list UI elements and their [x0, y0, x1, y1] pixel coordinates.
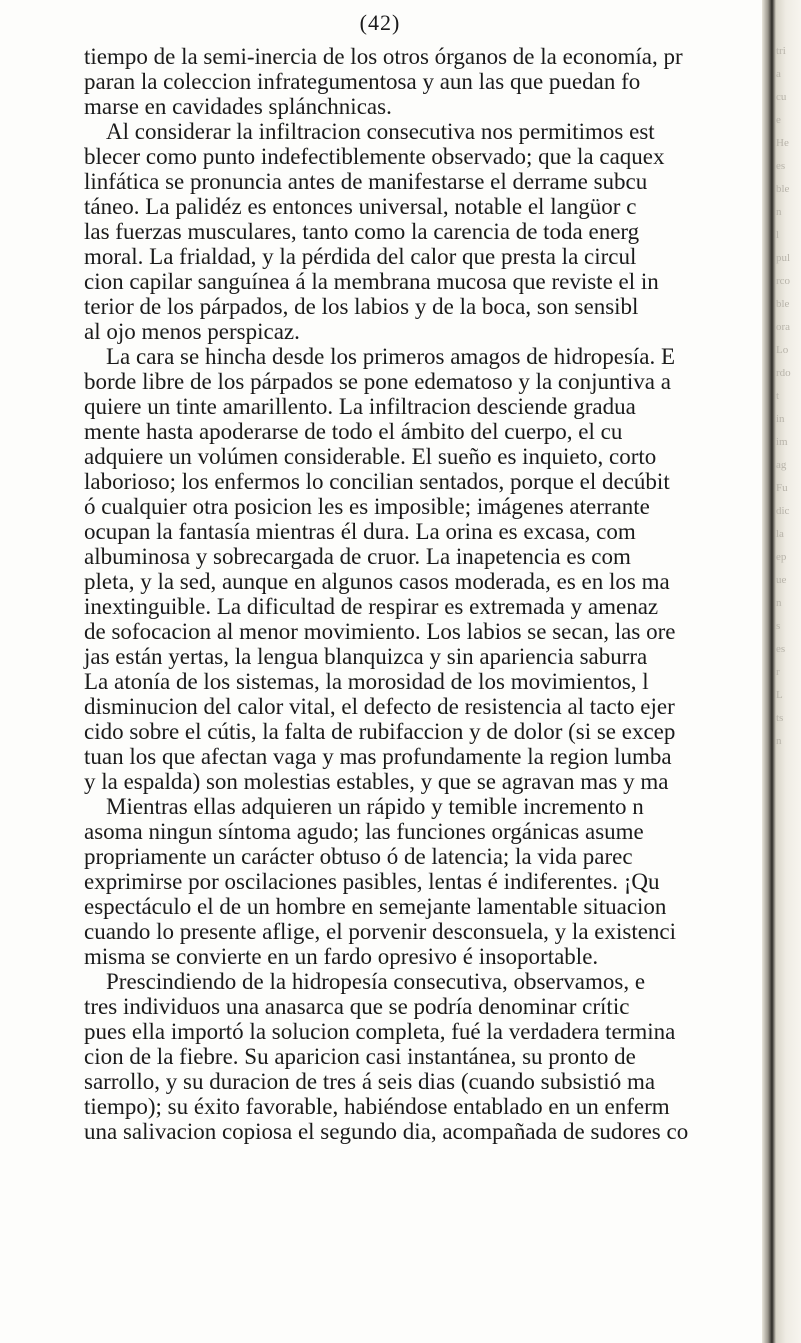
bleed-fragment: es [776, 643, 786, 655]
text-line: tiempo); su éxito favorable, habiéndose entablado en un enferm [84, 1094, 670, 1119]
bleed-fragment: es [776, 160, 786, 172]
bleed-fragment: ora [776, 321, 791, 333]
bleed-fragment: dic [776, 505, 790, 517]
text-line: de sofocacion al menor movimiento. Los labios se secan, las ore [84, 619, 676, 644]
text-line: pues ella importó la solucion completa, fué la verdadera termina [84, 1019, 676, 1044]
text-line: tuan los que afectan vaga y mas profundamente la region lumba [84, 744, 672, 769]
text-line: al ojo menos perspicaz. [84, 319, 300, 344]
bleed-fragment: l [776, 229, 780, 241]
text-line: las fuerzas musculares, tanto como la carencia de toda energ [84, 219, 640, 244]
text-line: Prescindiendo de la hidropesía consecutiva, observamos, e [106, 969, 646, 994]
text-line: mente hasta apoderarse de todo el ámbito del cuerpo, el cu [84, 419, 623, 444]
bleed-fragment: ble [776, 298, 790, 310]
bleed-fragment: r [776, 666, 780, 678]
text-line: terior de los párpados, de los labios y de la boca, son sensibl [84, 294, 639, 319]
bleed-fragment: n [776, 597, 782, 609]
text-line: albuminosa y sobrecargada de cruor. La inapetencia es com [84, 544, 631, 569]
bleed-fragment: cu [776, 91, 787, 103]
bleed-fragment: n [776, 206, 782, 218]
text-line: tres individuos una anasarca que se podría denominar crític [84, 994, 630, 1019]
text-line: adquiere un volúmen considerable. El sueño es inquieto, corto [84, 444, 657, 469]
text-line: Al considerar la infiltracion consecutiva nos permitimos est [106, 119, 655, 144]
bleed-fragment: e [776, 114, 781, 126]
bleed-fragment: t [776, 390, 780, 402]
text-line: La cara se hincha desde los primeros amagos de hidropesía. E [106, 344, 676, 369]
body-text [84, 44, 764, 1144]
bleed-fragment: a [776, 68, 781, 80]
text-line: asoma ningun síntoma agudo; las funciones orgánicas asume [84, 819, 644, 844]
bleed-fragment: He [776, 137, 789, 149]
text-line: ó cualquier otra posicion les es imposible; imágenes aterrante [84, 494, 650, 519]
text-line: y la espalda) son molestias estables, y que se agravan mas y ma [84, 769, 669, 794]
text-line: exprimirse por oscilaciones pasibles, lentas é indiferentes. ¡Qu [84, 869, 660, 894]
bleed-fragment: L [776, 689, 783, 701]
bleed-fragment: n [776, 735, 782, 747]
text-line: ocupan la fantasía mientras él dura. La orina es excasa, com [84, 519, 636, 544]
text-line: pleta, y la sed, aunque en algunos casos moderada, es en los ma [84, 569, 670, 594]
text-line: una salivacion copiosa el segundo dia, acompañada de sudores co [84, 1119, 689, 1144]
text-line: moral. La frialdad, y la pérdida del calor que presta la circul [84, 244, 637, 269]
bleed-fragment: rco [776, 275, 791, 287]
text-line: táneo. La palidéz es entonces universal, notable el langüor c [84, 194, 637, 219]
text-line: laborioso; los enfermos lo concilian sentados, porque el decúbit [84, 469, 670, 494]
text-line: borde libre de los párpados se pone edematoso y la conjuntiva a [84, 369, 671, 394]
text-line: quiere un tinte amarillento. La infiltracion desciende gradua [84, 394, 636, 419]
text-line: cido sobre el cútis, la falta de rubifaccion y de dolor (si se excep [84, 719, 676, 744]
text-line: tiempo de la semi-inercia de los otros órganos de la economía, pr [84, 44, 683, 69]
text-line: inextinguible. La dificultad de respirar es extremada y amenaz [84, 594, 659, 619]
bleed-fragment: ble [776, 183, 790, 195]
text-line: cuando lo presente aflige, el porvenir desconsuela, y la existenci [84, 919, 677, 944]
text-line: blecer como punto indefectiblemente observado; que la caquex [84, 144, 665, 169]
page-number: (42) [359, 10, 401, 35]
text-line: cion de la fiebre. Su aparicion casi instantánea, su pronto de [84, 1044, 636, 1069]
bleed-fragment: ue [776, 574, 787, 586]
text-line: misma se convierte en un fardo opresivo é insoportable. [84, 944, 599, 969]
bleed-fragment: pul [776, 252, 791, 264]
bleed-fragment: im [776, 436, 788, 448]
bleed-fragment: ag [776, 459, 787, 471]
bleed-fragment: Lo [776, 344, 789, 356]
bleed-fragment: ep [776, 551, 787, 563]
bleed-fragment: ts [776, 712, 784, 724]
bleed-fragment: tri [776, 45, 786, 57]
text-line: propriamente un carácter obtuso ó de latencia; la vida parec [84, 844, 633, 869]
bleed-fragment: Fu [776, 482, 788, 494]
bleed-through-next-page [776, 40, 798, 747]
text-line: linfática se pronuncia antes de manifestarse el derrame subcu [84, 169, 648, 194]
text-line: jas están yertas, la lengua blanquizca y sin apariencia saburra [84, 644, 648, 669]
bleed-fragment: rdo [776, 367, 791, 379]
bleed-fragment: in [776, 413, 785, 425]
text-line: marse en cavidades splánchnicas. [84, 94, 392, 119]
text-line: cion capilar sanguínea á la membrana mucosa que reviste el in [84, 269, 659, 294]
text-line: disminucion del calor vital, el defecto de resistencia al tacto ejer [84, 694, 675, 719]
text-line: espectáculo el de un hombre en semejante lamentable situacion [84, 894, 667, 919]
bleed-fragment: la [776, 528, 784, 540]
text-line: sarrollo, y su duracion de tres á seis dias (cuando subsistió ma [84, 1069, 656, 1094]
text-line: Mientras ellas adquieren un rápido y temible incremento n [106, 794, 644, 819]
bleed-fragment: s [776, 620, 781, 632]
text-line: La atonía de los sistemas, la morosidad de los movimientos, l [84, 669, 649, 694]
text-line: paran la coleccion infrategumentosa y aun las que puedan fo [84, 69, 641, 94]
